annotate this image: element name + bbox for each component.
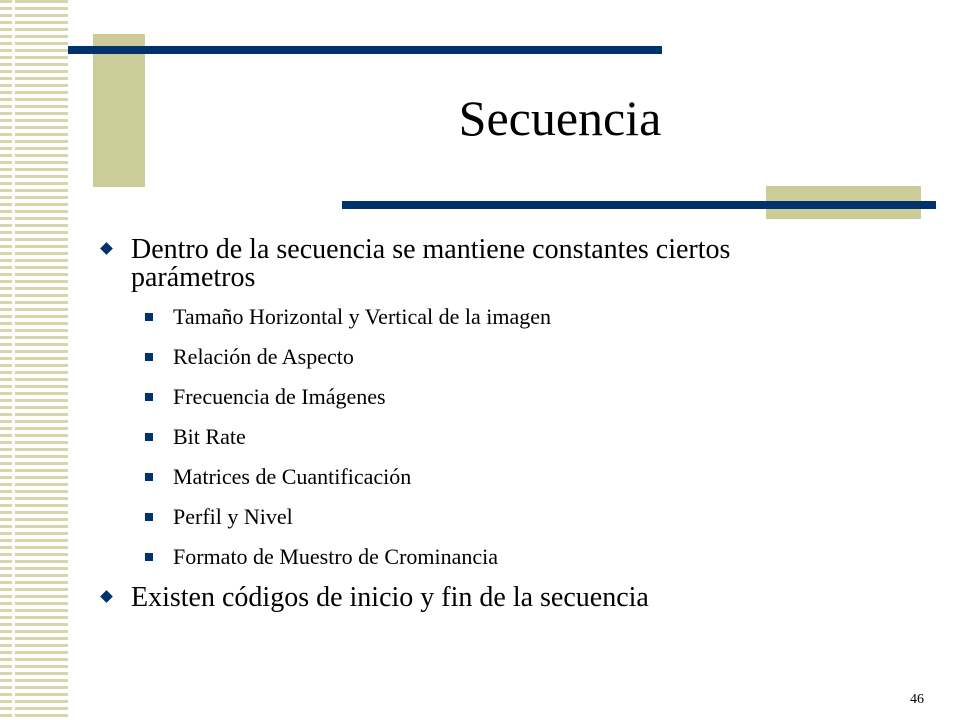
- sub-bullet-item: [100, 384, 840, 410]
- bullet-text: Dentro de la secuencia se mantiene constantes ciertos parámetros: [131, 234, 731, 293]
- square-bullet-icon: [145, 513, 153, 521]
- square-bullet-icon: [145, 353, 153, 361]
- bullet-item: [100, 584, 840, 612]
- square-bullet-icon: [145, 433, 153, 441]
- slide-content: [100, 236, 840, 612]
- square-bullet-icon: [145, 473, 153, 481]
- sub-bullet-text: Perfil y Nivel: [173, 504, 293, 529]
- sub-bullet-item: [100, 304, 840, 330]
- sub-bullet-text: Tamaño Horizontal y Vertical de la imagen: [173, 304, 552, 329]
- sub-bullet-item: [100, 544, 840, 570]
- diamond-bullet-icon: [100, 242, 113, 255]
- diamond-bullet-icon: [100, 590, 113, 603]
- sub-bullet-text: Relación de Aspecto: [173, 344, 354, 369]
- slide-title: Secuencia: [458, 90, 662, 146]
- square-bullet-icon: [145, 553, 153, 561]
- title-top-rule: [68, 46, 662, 54]
- sub-bullet-list: [100, 304, 840, 570]
- sub-bullet-item: [100, 424, 840, 450]
- sub-bullet-text: Matrices de Cuantificación: [173, 464, 412, 489]
- page-number: 46: [910, 692, 924, 707]
- title-bottom-rule: [342, 201, 936, 209]
- square-bullet-icon: [145, 313, 153, 321]
- bullet-item: [100, 236, 840, 292]
- left-stripe-decoration: [0, 0, 68, 720]
- sub-bullet-text: Frecuencia de Imágenes: [173, 384, 386, 409]
- sub-bullet-text: Bit Rate: [173, 424, 246, 449]
- sub-bullet-text: Formato de Muestro de Crominancia: [173, 544, 499, 569]
- square-bullet-icon: [145, 393, 153, 401]
- sub-bullet-item: [100, 344, 840, 370]
- bullet-text: Existen códigos de inicio y fin de la secuencia: [131, 582, 649, 613]
- sub-bullet-item: [100, 504, 840, 530]
- title-accent-square: [93, 34, 145, 187]
- sub-bullet-item: [100, 464, 840, 490]
